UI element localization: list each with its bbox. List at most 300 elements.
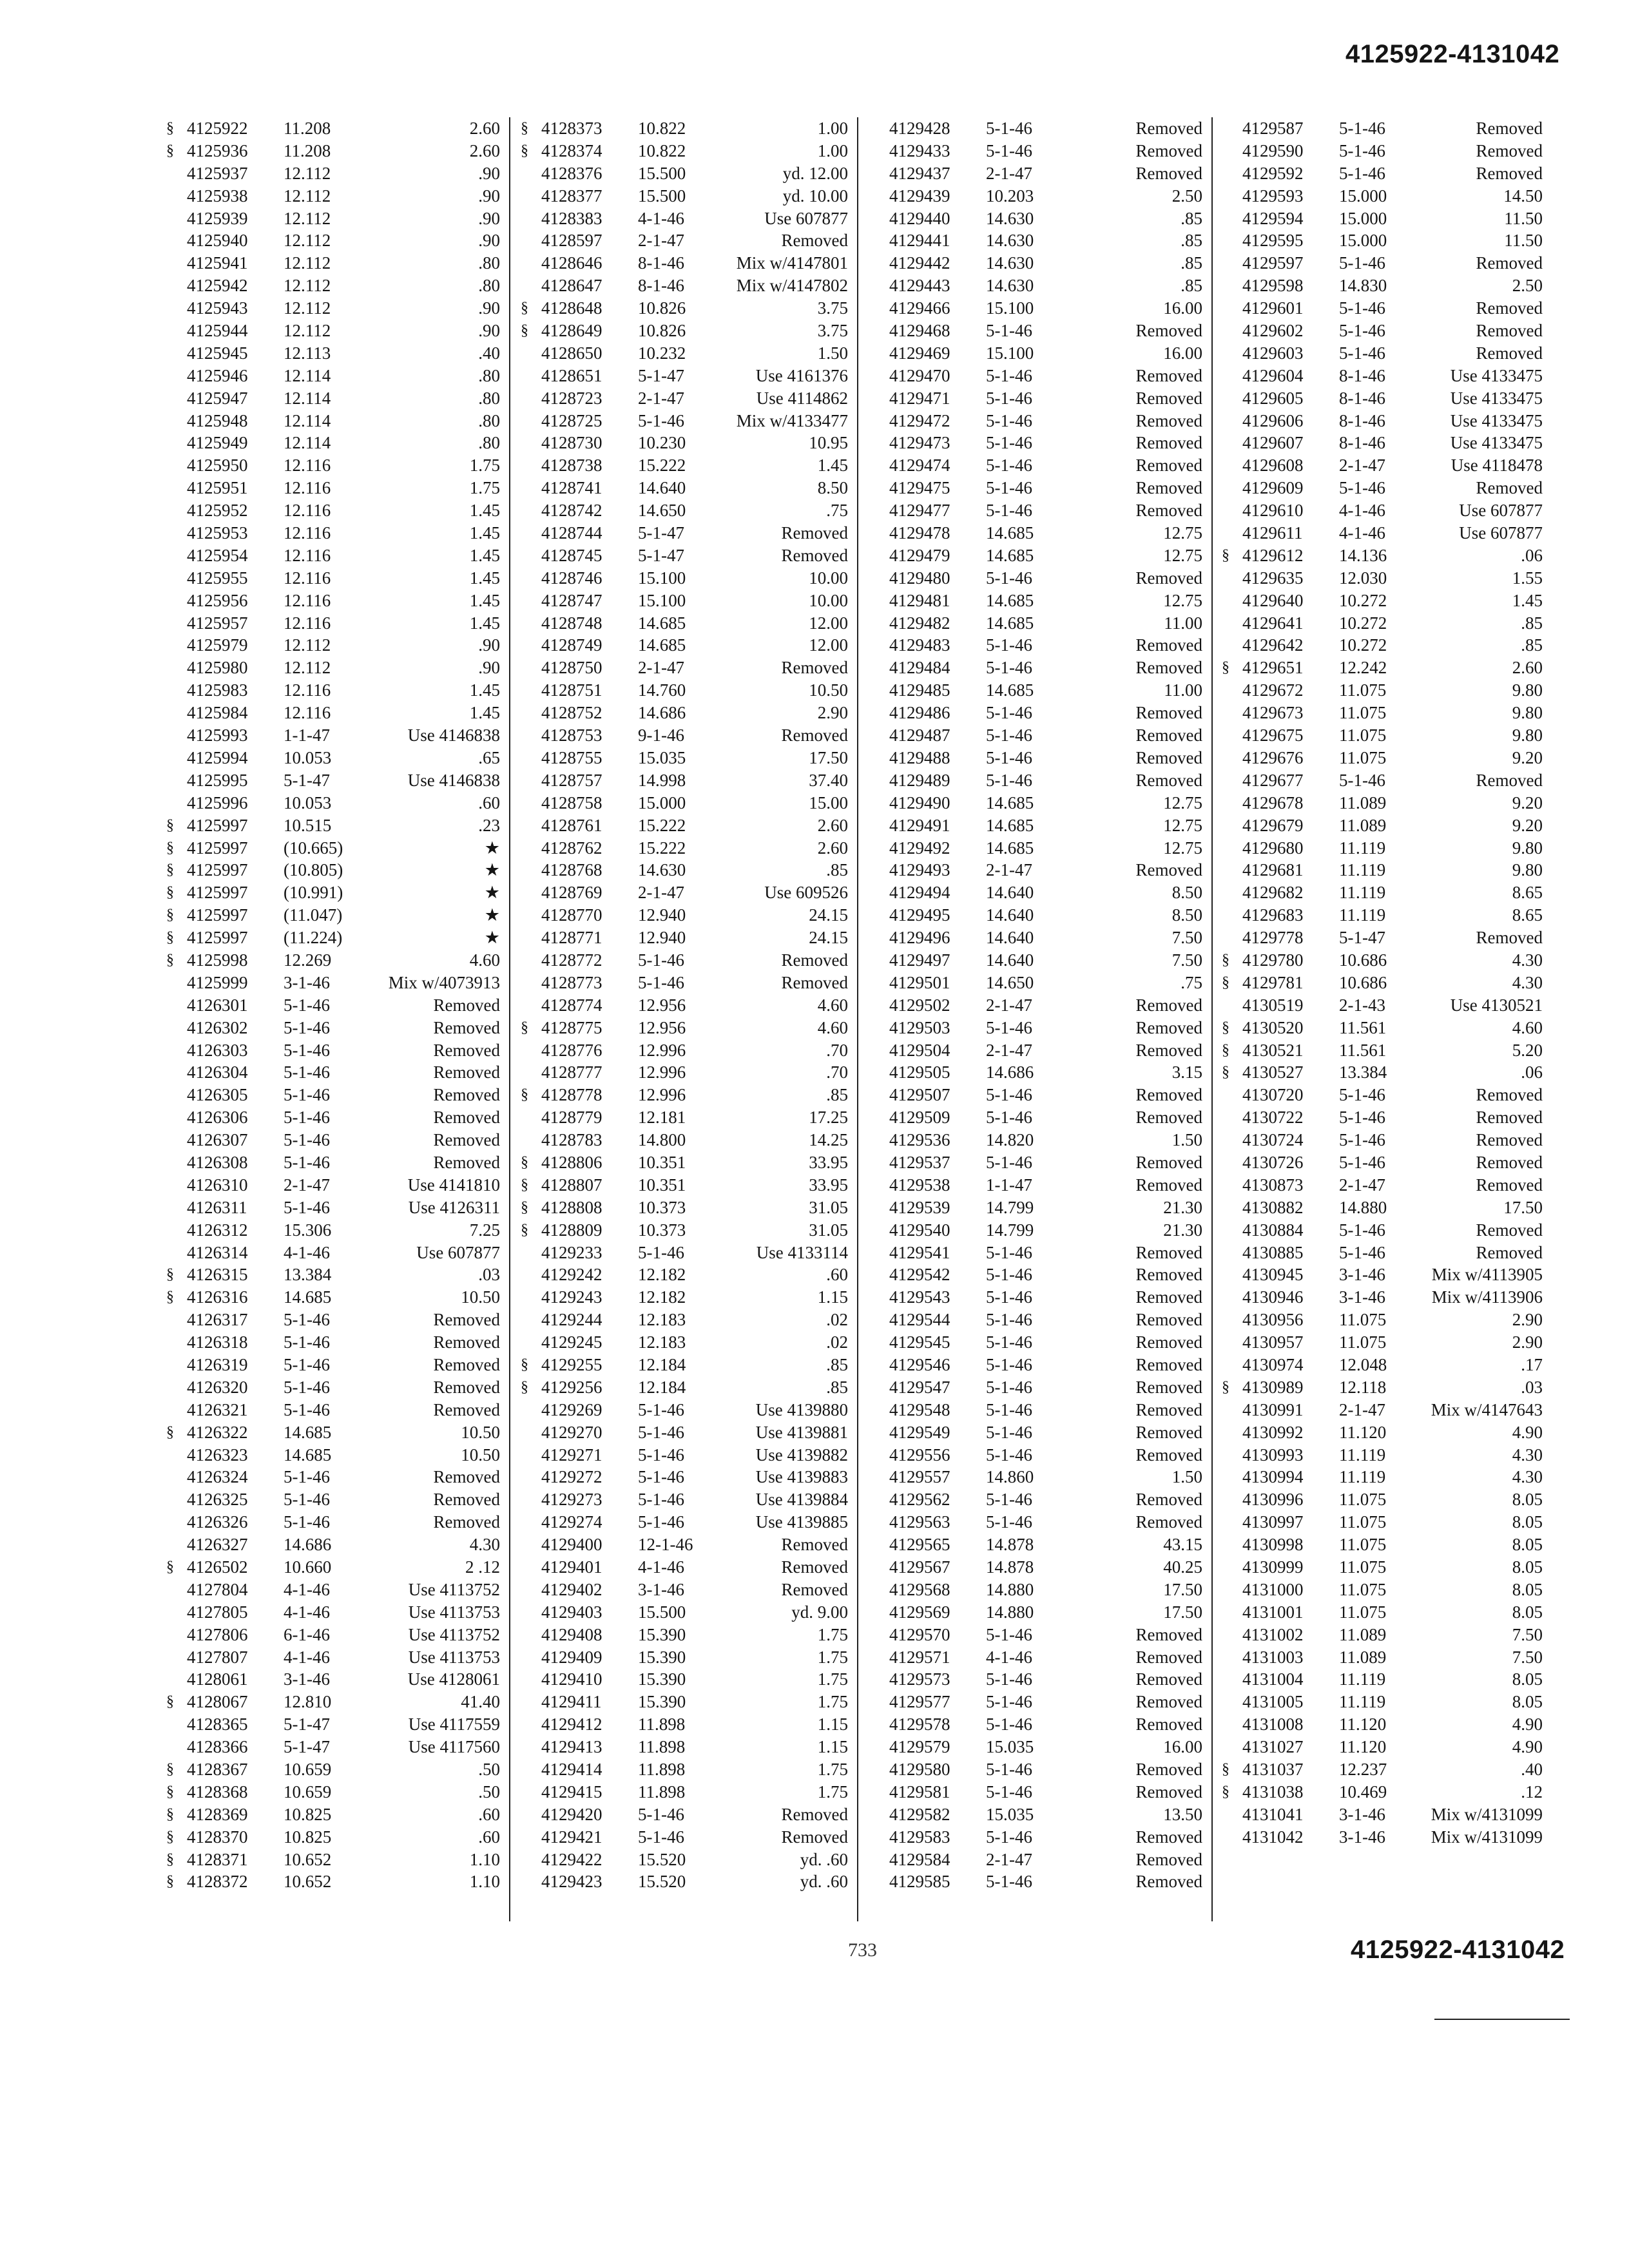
table-row — [863, 432, 1211, 454]
spec-or-date: 5-1-46 — [986, 1715, 1032, 1735]
part-number: 4128770 — [541, 905, 602, 925]
spec-or-date: 5-1-46 — [986, 635, 1032, 655]
price-or-note: Removed — [1135, 1332, 1202, 1352]
part-number: 4126321 — [187, 1399, 248, 1419]
spec-or-date: (11.224) — [284, 928, 343, 948]
part-number: 4130726 — [1242, 1152, 1304, 1172]
part-number: 4129584 — [889, 1849, 950, 1869]
table-row — [1217, 1084, 1552, 1106]
table-row — [863, 1061, 1211, 1084]
price-or-note: 1.45 — [469, 545, 500, 565]
price-or-note: Removed — [1135, 365, 1202, 385]
price-or-note: .90 — [478, 231, 500, 251]
part-number: 4129272 — [541, 1467, 602, 1487]
part-number: 4130720 — [1242, 1085, 1304, 1105]
spec-or-date: 10.652 — [284, 1872, 332, 1892]
part-number: 4129569 — [889, 1602, 950, 1622]
spec-or-date: 3-1-46 — [1339, 1265, 1385, 1285]
table-row — [1217, 1399, 1552, 1421]
price-or-note: Removed — [1476, 1175, 1543, 1195]
spec-or-date: 2-1-47 — [986, 1849, 1032, 1869]
table-row — [161, 1286, 509, 1309]
table-row — [1217, 387, 1552, 410]
part-number: 4129606 — [1242, 410, 1304, 430]
spec-or-date: 11.075 — [1339, 726, 1387, 745]
spec-or-date: 5-1-46 — [1339, 1130, 1385, 1150]
spec-or-date: 2-1-47 — [1339, 1175, 1385, 1195]
part-number: 4129780 — [1242, 950, 1304, 970]
spec-or-date: 12.116 — [284, 501, 331, 521]
price-or-note: Use 4133475 — [1450, 410, 1543, 430]
price-or-note: .60 — [826, 1265, 848, 1285]
spec-or-date: 11.075 — [1339, 1512, 1387, 1532]
spec-or-date: 14.799 — [986, 1197, 1034, 1217]
part-number: 4129492 — [889, 838, 950, 858]
table-row — [516, 387, 857, 410]
spec-or-date: 11.075 — [1339, 703, 1387, 723]
section-mark: § — [1222, 1783, 1229, 1800]
spec-or-date: 5-1-46 — [1339, 478, 1385, 498]
price-or-note: .70 — [826, 1062, 848, 1082]
price-or-note: 4.60 — [469, 950, 500, 970]
price-or-note: 15.00 — [809, 793, 848, 812]
spec-or-date: 5-1-46 — [986, 501, 1032, 521]
table-row — [863, 1399, 1211, 1421]
price-or-note: .85 — [826, 1377, 848, 1397]
price-or-note: Use 4161376 — [755, 365, 848, 385]
price-or-note: .85 — [1181, 276, 1202, 296]
price-or-note: Use 4139883 — [755, 1467, 848, 1487]
price-or-note: Removed — [1135, 1782, 1202, 1802]
part-number: 4125939 — [187, 208, 248, 228]
part-number: 4129607 — [1242, 433, 1304, 453]
spec-or-date: 5-1-46 — [638, 1804, 684, 1824]
spec-or-date: 15.500 — [638, 186, 686, 206]
price-or-note: Removed — [1476, 140, 1543, 160]
price-or-note: 7.25 — [469, 1220, 500, 1240]
spec-or-date: 11.208 — [284, 140, 331, 160]
spec-or-date: 10.272 — [1339, 635, 1387, 655]
spec-or-date: 5-1-46 — [986, 1827, 1032, 1847]
spec-or-date: 11.089 — [1339, 815, 1387, 835]
price-or-note: 12.00 — [809, 613, 848, 633]
part-number: 4131027 — [1242, 1737, 1304, 1757]
price-or-note: Removed — [1135, 321, 1202, 341]
price-or-note: .85 — [826, 1354, 848, 1374]
part-number: 4129273 — [541, 1490, 602, 1510]
price-or-note: Removed — [1476, 770, 1543, 790]
spec-or-date: 4-1-46 — [638, 1557, 684, 1577]
part-number: 4129242 — [541, 1265, 602, 1285]
spec-or-date: 5-1-46 — [284, 1310, 330, 1330]
table-row — [863, 1713, 1211, 1736]
spec-or-date: 5-1-46 — [986, 365, 1032, 385]
spec-or-date: 13.384 — [1339, 1062, 1387, 1082]
part-number: 4129245 — [541, 1332, 602, 1352]
spec-or-date: 2-1-47 — [986, 1040, 1032, 1060]
price-or-note: 1.45 — [1512, 590, 1543, 610]
table-row — [516, 1399, 857, 1421]
spec-or-date: 12.182 — [638, 1287, 686, 1307]
part-number: 4128746 — [541, 568, 602, 588]
spec-or-date: 14.650 — [986, 972, 1034, 992]
spec-or-date: 2-1-47 — [638, 883, 684, 903]
price-or-note: 1.75 — [817, 1782, 848, 1802]
spec-or-date: 4-1-46 — [1339, 501, 1385, 521]
part-number: 4130994 — [1242, 1467, 1304, 1487]
spec-or-date: 14.630 — [986, 276, 1034, 296]
table-row — [1217, 229, 1552, 252]
table-row — [863, 1781, 1211, 1803]
table-row — [161, 949, 509, 972]
table-row — [863, 724, 1211, 747]
table-row — [516, 881, 857, 904]
spec-or-date: 5-1-46 — [284, 1354, 330, 1374]
table-row — [161, 297, 509, 320]
table-row — [863, 634, 1211, 657]
table-row — [863, 904, 1211, 927]
part-number: 4125957 — [187, 613, 248, 633]
price-or-note: 1.00 — [817, 119, 848, 138]
part-number: 4126317 — [187, 1310, 248, 1330]
part-number: 4126322 — [187, 1422, 248, 1442]
table-row — [1217, 1017, 1552, 1039]
price-or-note: 4.90 — [1512, 1737, 1543, 1757]
table-row — [1217, 1106, 1552, 1129]
spec-or-date: 14.686 — [284, 1535, 332, 1555]
table-row — [161, 1713, 509, 1736]
spec-or-date: 12.048 — [1339, 1354, 1387, 1374]
table-row — [863, 657, 1211, 679]
price-or-note: 8.50 — [1171, 883, 1202, 903]
part-number: 4129482 — [889, 613, 950, 633]
part-number: 4129635 — [1242, 568, 1304, 588]
part-number: 4125944 — [187, 321, 248, 341]
part-number: 4128744 — [541, 523, 602, 543]
part-number: 4129402 — [541, 1579, 602, 1599]
part-number: 4129601 — [1242, 298, 1304, 318]
table-row — [161, 454, 509, 477]
price-or-note: .06 — [1521, 1062, 1543, 1082]
spec-or-date: 12.956 — [638, 995, 686, 1015]
spec-or-date: 11.075 — [1339, 1602, 1387, 1622]
spec-or-date: 14.630 — [986, 208, 1034, 228]
spec-or-date: 14.685 — [986, 523, 1034, 543]
spec-or-date: 12.956 — [638, 1017, 686, 1037]
price-or-note: 14.50 — [1503, 186, 1543, 206]
part-number: 4125956 — [187, 590, 248, 610]
spec-or-date: 5-1-46 — [284, 1017, 330, 1037]
part-number: 4131002 — [1242, 1624, 1304, 1644]
price-or-note: ★ — [484, 905, 500, 925]
table-row — [161, 1870, 509, 1893]
table-row — [863, 342, 1211, 365]
part-number: 4128377 — [541, 186, 602, 206]
spec-or-date: 4-1-46 — [284, 1579, 330, 1599]
part-number: 4129563 — [889, 1512, 950, 1532]
part-number: 4127804 — [187, 1579, 248, 1599]
table-row — [516, 1376, 857, 1399]
part-number: 4128757 — [541, 770, 602, 790]
part-number: 4129673 — [1242, 703, 1304, 723]
spec-or-date: 12.116 — [284, 545, 331, 565]
part-number: 4130724 — [1242, 1130, 1304, 1150]
table-row — [161, 994, 509, 1017]
part-number: 4126326 — [187, 1512, 248, 1532]
part-number: 4129477 — [889, 501, 950, 521]
part-number: 4129611 — [1242, 523, 1303, 543]
part-number: 4125937 — [187, 163, 248, 183]
part-number: 4131001 — [1242, 1602, 1304, 1622]
price-or-note: Removed — [1135, 1265, 1202, 1285]
spec-or-date: 14.650 — [638, 501, 686, 521]
table-row — [1217, 837, 1552, 860]
part-number: 4130885 — [1242, 1242, 1304, 1262]
spec-or-date: 12-1-46 — [638, 1535, 693, 1555]
table-row — [1217, 769, 1552, 792]
table-row — [516, 1556, 857, 1579]
part-number: 4131037 — [1242, 1760, 1304, 1780]
part-number: 4129581 — [889, 1782, 950, 1802]
table-row — [516, 1849, 857, 1871]
price-or-note: 1.15 — [817, 1287, 848, 1307]
price-or-note: 17.25 — [809, 1108, 848, 1128]
spec-or-date: 3-1-46 — [284, 1669, 330, 1689]
table-row — [516, 949, 857, 972]
price-or-note: Removed — [433, 1310, 500, 1330]
table-row — [1217, 274, 1552, 297]
spec-or-date: 14.685 — [284, 1287, 332, 1307]
table-row — [1217, 185, 1552, 207]
section-mark: § — [521, 1198, 528, 1216]
price-or-note: Removed — [1135, 501, 1202, 521]
spec-or-date: 5-1-46 — [986, 1692, 1032, 1712]
price-or-note: Removed — [781, 1827, 848, 1847]
spec-or-date: 10.826 — [638, 298, 686, 318]
table-row — [863, 1488, 1211, 1511]
table-row — [1217, 747, 1552, 769]
part-number: 4129683 — [1242, 905, 1304, 925]
spec-or-date: 14.640 — [986, 950, 1034, 970]
part-number: 4129415 — [541, 1782, 602, 1802]
spec-or-date: 11.089 — [1339, 1647, 1387, 1667]
price-or-note: .85 — [1521, 613, 1543, 633]
part-number: 4128742 — [541, 501, 602, 521]
price-or-note: 4.60 — [817, 1017, 848, 1037]
table-row — [516, 1646, 857, 1669]
part-number: 4129489 — [889, 770, 950, 790]
part-number: 4128775 — [541, 1017, 602, 1037]
table-row — [1217, 1533, 1552, 1556]
price-or-note: 1.10 — [469, 1872, 500, 1892]
part-number: 4128365 — [187, 1715, 248, 1735]
spec-or-date: (10.805) — [284, 860, 343, 880]
table-row — [863, 1242, 1211, 1264]
table-row — [863, 252, 1211, 274]
spec-or-date: 2-1-47 — [638, 231, 684, 251]
price-or-note: Removed — [1476, 253, 1543, 273]
table-row — [161, 657, 509, 679]
spec-or-date: (11.047) — [284, 905, 343, 925]
price-or-note: 4.90 — [1512, 1422, 1543, 1442]
part-number: 4131042 — [1242, 1827, 1304, 1847]
spec-or-date: 14.799 — [986, 1220, 1034, 1240]
part-number: 4128061 — [187, 1669, 248, 1689]
part-number: 4129488 — [889, 747, 950, 767]
spec-or-date: 15.035 — [986, 1737, 1034, 1757]
price-or-note: 4.30 — [1512, 1445, 1543, 1465]
table-row — [161, 1061, 509, 1084]
price-or-note: 12.75 — [1163, 523, 1202, 543]
part-number: 4129441 — [889, 231, 950, 251]
price-or-note: .80 — [478, 388, 500, 408]
price-or-note: Removed — [433, 1490, 500, 1510]
table-row — [516, 1196, 857, 1219]
part-number: 4128646 — [541, 253, 602, 273]
spec-or-date: 15.520 — [638, 1849, 686, 1869]
part-number: 4126324 — [187, 1467, 248, 1487]
table-row — [863, 1129, 1211, 1151]
table-row — [1217, 1061, 1552, 1084]
price-or-note: Use 4139881 — [755, 1422, 848, 1442]
part-number: 4129487 — [889, 726, 950, 745]
part-number: 4128758 — [541, 793, 602, 812]
part-number: 4130991 — [1242, 1399, 1304, 1419]
spec-or-date: 2-1-43 — [1339, 995, 1385, 1015]
spec-or-date: 11.119 — [1339, 1692, 1386, 1712]
spec-or-date: 12.116 — [284, 590, 331, 610]
part-number: 4126319 — [187, 1354, 248, 1374]
price-or-note: 9.80 — [1512, 838, 1543, 858]
part-number: 4129578 — [889, 1715, 950, 1735]
part-number: 4128752 — [541, 703, 602, 723]
spec-or-date: 12.114 — [284, 410, 331, 430]
table-row — [516, 477, 857, 499]
price-or-note: ★ — [484, 883, 500, 903]
spec-or-date: 14.860 — [986, 1467, 1034, 1487]
table-row — [1217, 1601, 1552, 1624]
table-row — [161, 1758, 509, 1781]
part-number: 4130527 — [1242, 1062, 1304, 1082]
part-number: 4129605 — [1242, 388, 1304, 408]
spec-or-date: 5-1-46 — [986, 568, 1032, 588]
part-number: 4129573 — [889, 1669, 950, 1689]
table-row — [516, 162, 857, 185]
part-number: 4131005 — [1242, 1692, 1304, 1712]
part-number: 4129608 — [1242, 456, 1304, 476]
spec-or-date: 10.351 — [638, 1152, 686, 1172]
spec-or-date: 5-1-46 — [284, 1399, 330, 1419]
part-number: 4130989 — [1242, 1377, 1304, 1397]
spec-or-date: 5-1-46 — [1339, 343, 1385, 363]
table-row — [1217, 297, 1552, 320]
spec-or-date: 11.075 — [1339, 1579, 1387, 1599]
table-row — [1217, 1736, 1552, 1758]
table-row — [161, 1668, 509, 1691]
part-number: 4130945 — [1242, 1265, 1304, 1285]
table-row — [1217, 1242, 1552, 1264]
price-or-note: yd. .60 — [800, 1872, 848, 1892]
part-number: 4129571 — [889, 1647, 950, 1667]
spec-or-date: 15.390 — [638, 1669, 686, 1689]
part-number: 4129504 — [889, 1040, 950, 1060]
part-number: 4126318 — [187, 1332, 248, 1352]
part-number: 4128368 — [187, 1782, 248, 1802]
spec-or-date: 5-1-46 — [284, 995, 330, 1015]
part-number: 4129474 — [889, 456, 950, 476]
spec-or-date: 12.183 — [638, 1310, 686, 1330]
spec-or-date: 12.184 — [638, 1354, 686, 1374]
spec-or-date: 5-1-46 — [638, 1399, 684, 1419]
part-number: 4125998 — [187, 950, 248, 970]
price-or-note: Mix w/4073913 — [388, 972, 500, 992]
table-row — [863, 140, 1211, 162]
price-or-note: Use 4130521 — [1450, 995, 1543, 1015]
spec-or-date: 4-1-46 — [986, 1647, 1032, 1667]
table-row — [863, 1106, 1211, 1129]
section-mark: § — [521, 322, 528, 340]
part-number: 4125951 — [187, 478, 248, 498]
part-number: 4128750 — [541, 658, 602, 678]
part-number: 4128771 — [541, 928, 602, 948]
part-number: 4129505 — [889, 1062, 950, 1082]
section-mark: § — [1222, 1761, 1229, 1778]
part-number: 4129411 — [541, 1692, 602, 1712]
part-number: 4129440 — [889, 208, 950, 228]
price-or-note: Removed — [781, 1804, 848, 1824]
spec-or-date: 5-1-46 — [1339, 1152, 1385, 1172]
price-or-note: Removed — [781, 972, 848, 992]
table-row — [516, 499, 857, 522]
part-number: 4129778 — [1242, 928, 1304, 948]
table-row — [1217, 904, 1552, 927]
part-number: 4129428 — [889, 119, 950, 138]
part-number: 4129604 — [1242, 365, 1304, 385]
section-mark: § — [521, 1378, 528, 1396]
part-number: 4125950 — [187, 456, 248, 476]
part-number: 4128367 — [187, 1760, 248, 1780]
part-number: 4126314 — [187, 1242, 248, 1262]
spec-or-date: 14.830 — [1339, 276, 1387, 296]
table-row — [161, 702, 509, 724]
part-number: 4128749 — [541, 635, 602, 655]
price-or-note: Removed — [1135, 1669, 1202, 1689]
table-row — [161, 1488, 509, 1511]
price-or-note: Use 4114862 — [756, 388, 848, 408]
price-or-note: Removed — [1135, 1827, 1202, 1847]
spec-or-date: 5-1-46 — [1339, 770, 1385, 790]
part-number: 4129269 — [541, 1399, 602, 1419]
part-number: 4129568 — [889, 1579, 950, 1599]
price-or-note: Removed — [1135, 1377, 1202, 1397]
spec-or-date: 5-1-46 — [1339, 253, 1385, 273]
table-row — [161, 1242, 509, 1264]
spec-or-date: 15.100 — [638, 568, 686, 588]
price-or-note: 10.00 — [809, 568, 848, 588]
part-number: 4127807 — [187, 1647, 248, 1667]
section-mark: § — [166, 861, 174, 879]
spec-or-date: 14.640 — [638, 478, 686, 498]
part-number: 4126327 — [187, 1535, 248, 1555]
spec-or-date: 11.119 — [1339, 1669, 1386, 1689]
table-row — [1217, 949, 1552, 972]
section-mark: § — [1222, 951, 1229, 968]
spec-or-date: 10.822 — [638, 119, 686, 138]
spec-or-date: 2-1-47 — [986, 860, 1032, 880]
table-row — [516, 837, 857, 860]
price-or-note: Removed — [1135, 770, 1202, 790]
part-number: 4126315 — [187, 1265, 248, 1285]
